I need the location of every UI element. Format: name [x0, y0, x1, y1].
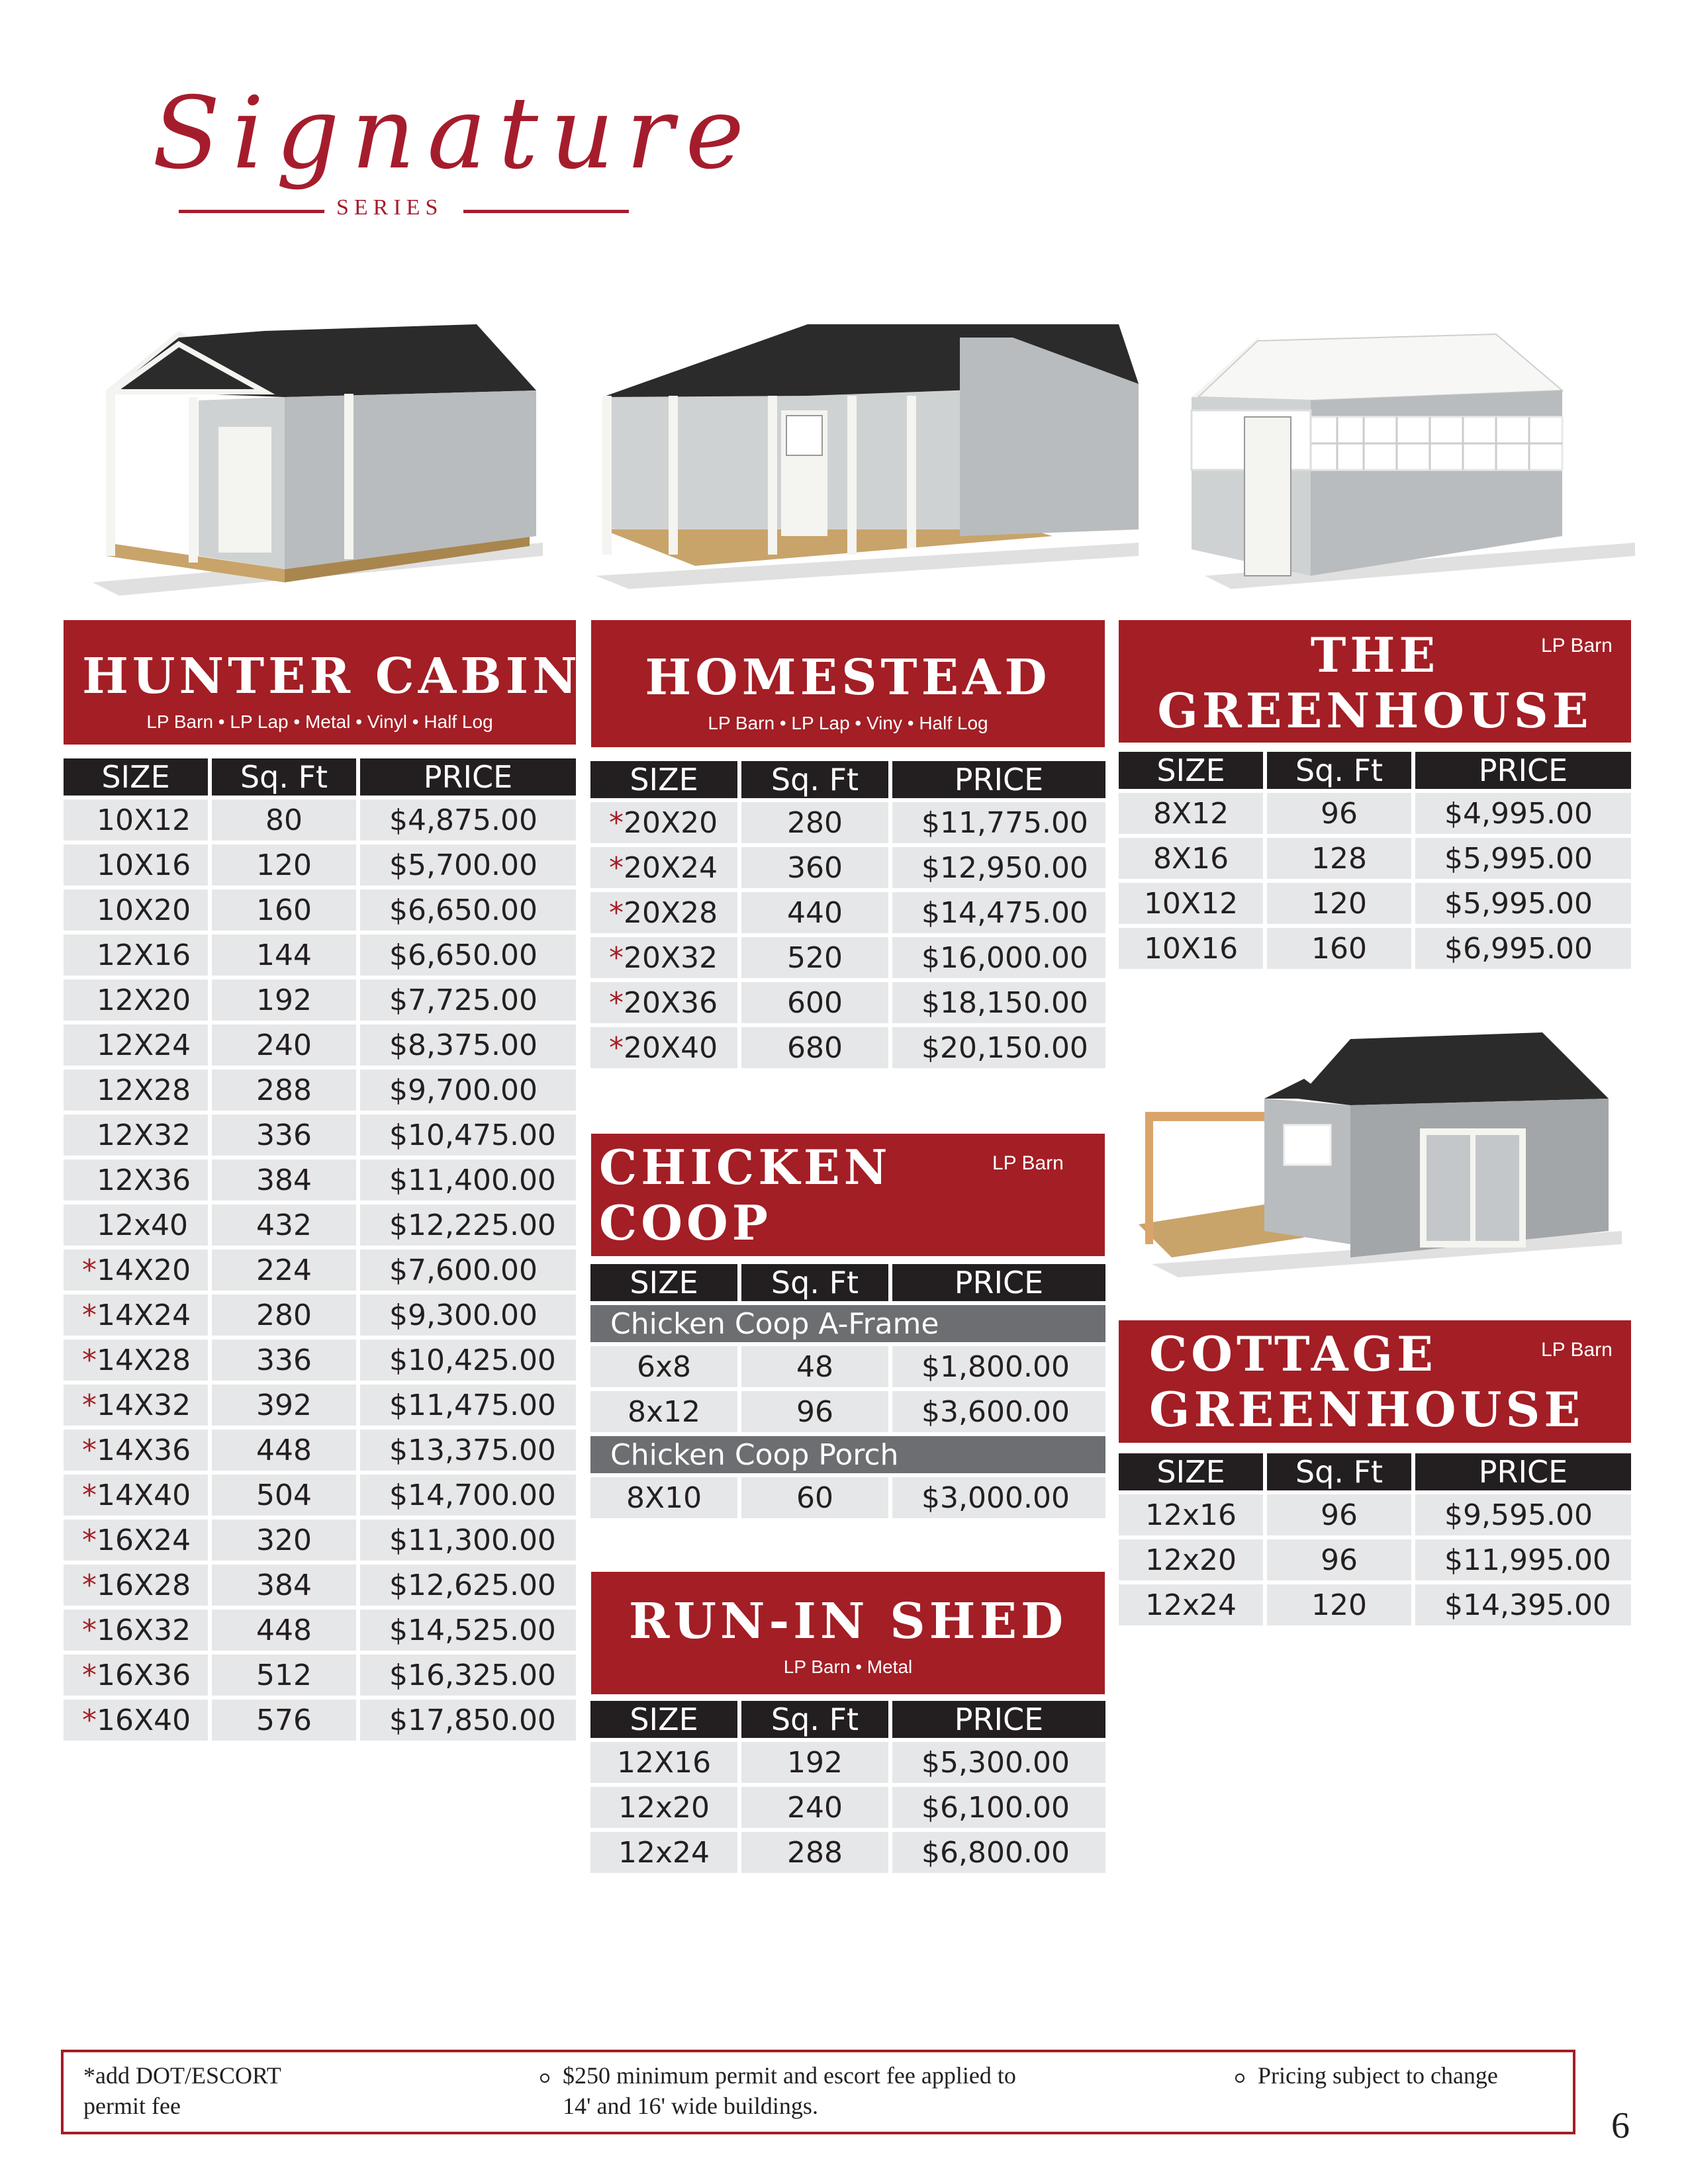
size-value: 14X28	[97, 1343, 191, 1377]
logo-rule-left	[179, 210, 324, 213]
table-row	[590, 1391, 1105, 1432]
size-cell	[64, 1160, 208, 1201]
table-row	[64, 1340, 576, 1381]
table-row	[1119, 793, 1631, 834]
size-cell	[64, 1205, 208, 1246]
sqft-header: Sq. Ft	[1267, 1453, 1411, 1490]
homestead-banner	[591, 620, 1105, 747]
group-label-a-frame: Chicken Coop A-Frame	[590, 1305, 1105, 1342]
price-cell: $4,875.00	[360, 799, 576, 841]
size-cell	[64, 979, 208, 1021]
size-value: 20X28	[624, 895, 718, 930]
table-row	[64, 889, 576, 931]
table-row	[64, 1700, 576, 1741]
table-row	[64, 934, 576, 976]
table-row	[64, 844, 576, 886]
sqft-cell: 440	[741, 892, 888, 933]
size-cell	[590, 982, 737, 1023]
size-cell	[64, 1430, 208, 1471]
size-cell	[64, 844, 208, 886]
greenhouse-price-table	[1115, 748, 1635, 973]
table-row	[590, 847, 1105, 888]
sqft-cell: 96	[1267, 793, 1411, 834]
table-row	[64, 799, 576, 841]
table-row	[1119, 1539, 1631, 1580]
price-cell: $9,595.00	[1415, 1494, 1631, 1535]
price-cell: $7,725.00	[360, 979, 576, 1021]
size-header: SIZE	[590, 1701, 737, 1738]
price-cell: $12,225.00	[360, 1205, 576, 1246]
sqft-cell: 240	[741, 1787, 888, 1828]
table-row	[64, 1160, 576, 1201]
size-cell	[590, 937, 737, 978]
chicken-coop-title-line2: COOP	[599, 1195, 772, 1251]
greenhouse-image	[1178, 324, 1635, 589]
sqft-cell: 224	[212, 1250, 356, 1291]
table-row	[590, 982, 1105, 1023]
table-row	[64, 979, 576, 1021]
size-cell: 12X16	[590, 1742, 737, 1783]
table-row	[590, 1346, 1105, 1387]
size-cell: 12x24	[590, 1832, 737, 1873]
size-cell: 12x20	[1119, 1539, 1263, 1580]
asterisk-marker: *	[82, 1523, 97, 1557]
footer-notes-box	[61, 2050, 1575, 2134]
cottage-greenhouse-price-table	[1115, 1449, 1635, 1629]
sqft-header: Sq. Ft	[212, 758, 356, 796]
price-cell: $5,700.00	[360, 844, 576, 886]
greenhouse-material-note: LP Barn	[1541, 635, 1613, 657]
dot-escort-note	[83, 2060, 281, 2121]
permit-fee-note-line2: 14' and 16' wide buildings.	[563, 2093, 818, 2119]
greenhouse-title-line2: GREENHOUSE	[1157, 682, 1593, 739]
price-cell: $10,475.00	[360, 1115, 576, 1156]
pricing-change-note-text: Pricing subject to change	[1258, 2062, 1498, 2089]
chicken-coop-banner	[591, 1134, 1105, 1256]
homestead-image	[589, 318, 1139, 589]
asterisk-marker: *	[609, 940, 624, 975]
size-value: 16X28	[97, 1568, 191, 1602]
price-cell: $11,775.00	[892, 802, 1105, 843]
sqft-cell: 600	[741, 982, 888, 1023]
price-cell: $14,395.00	[1415, 1584, 1631, 1625]
sqft-header: Sq. Ft	[741, 761, 888, 798]
size-value: 20X32	[624, 940, 718, 975]
sqft-cell: 96	[741, 1391, 888, 1432]
price-cell: $18,150.00	[892, 982, 1105, 1023]
asterisk-marker: *	[82, 1703, 97, 1737]
size-cell	[64, 1565, 208, 1606]
size-cell: 12x20	[590, 1787, 737, 1828]
size-header: SIZE	[590, 761, 737, 798]
sqft-cell: 192	[741, 1742, 888, 1783]
permit-fee-note	[540, 2060, 1016, 2121]
size-value: 14X24	[97, 1298, 191, 1332]
price-cell: $14,475.00	[892, 892, 1105, 933]
run-in-shed-banner	[591, 1572, 1105, 1694]
price-header: PRICE	[360, 758, 576, 796]
price-cell: $12,625.00	[360, 1565, 576, 1606]
sqft-cell: 680	[741, 1027, 888, 1068]
table-row	[64, 1024, 576, 1066]
sqft-cell: 448	[212, 1430, 356, 1471]
sqft-cell: 432	[212, 1205, 356, 1246]
bullet-icon	[1235, 2073, 1244, 2083]
price-cell: $6,650.00	[360, 934, 576, 976]
size-value: 16X40	[97, 1703, 191, 1737]
table-row	[64, 1520, 576, 1561]
table-row	[64, 1610, 576, 1651]
table-row	[1119, 928, 1631, 969]
size-value: 12X20	[97, 983, 191, 1017]
page-number: 6	[1611, 2105, 1630, 2146]
sqft-cell: 512	[212, 1655, 356, 1696]
table-row	[64, 1385, 576, 1426]
size-value: 16X24	[97, 1523, 191, 1557]
asterisk-marker: *	[82, 1478, 97, 1512]
sqft-cell: 160	[212, 889, 356, 931]
size-value: 12X24	[97, 1028, 191, 1062]
permit-fee-note-line1: $250 minimum permit and escort fee applied to	[563, 2062, 1016, 2089]
size-value: 12X28	[97, 1073, 191, 1107]
size-cell: 8x12	[590, 1391, 737, 1432]
cottage-greenhouse-banner	[1119, 1320, 1631, 1443]
run-in-shed-price-table	[586, 1697, 1109, 1877]
price-cell: $12,950.00	[892, 847, 1105, 888]
size-cell	[590, 892, 737, 933]
sqft-cell: 288	[212, 1069, 356, 1111]
size-value: 12X36	[97, 1163, 191, 1197]
sqft-cell: 280	[741, 802, 888, 843]
size-cell	[64, 1700, 208, 1741]
logo-script-text: Signature	[152, 76, 757, 191]
size-value: 14X32	[97, 1388, 191, 1422]
cottage-greenhouse-material-note: LP Barn	[1541, 1339, 1613, 1361]
table-row	[64, 1655, 576, 1696]
table-row	[1119, 1494, 1631, 1535]
table-row	[64, 1250, 576, 1291]
table-group-row	[590, 1305, 1105, 1342]
size-value: 20X20	[624, 805, 718, 840]
price-cell: $3,000.00	[892, 1477, 1105, 1518]
price-cell: $11,995.00	[1415, 1539, 1631, 1580]
size-value: 12X16	[97, 938, 191, 972]
sqft-cell: 120	[1267, 1584, 1411, 1625]
pricing-change-note	[1235, 2060, 1498, 2091]
homestead-price-table	[586, 757, 1109, 1072]
size-value: 14X20	[97, 1253, 191, 1287]
sqft-cell: 360	[741, 847, 888, 888]
size-cell	[64, 889, 208, 931]
table-row	[64, 1205, 576, 1246]
price-cell: $9,700.00	[360, 1069, 576, 1111]
dot-escort-note-line1: *add DOT/ESCORT	[83, 2062, 281, 2089]
sqft-cell: 60	[741, 1477, 888, 1518]
table-row	[590, 892, 1105, 933]
size-cell	[590, 847, 737, 888]
asterisk-marker: *	[82, 1298, 97, 1332]
size-cell: 10X12	[1119, 883, 1263, 924]
homestead-title: HOMESTEAD	[645, 649, 1051, 706]
size-header: SIZE	[1119, 1453, 1263, 1490]
size-cell	[64, 1024, 208, 1066]
table-row	[1119, 838, 1631, 879]
size-cell	[64, 1610, 208, 1651]
price-cell: $17,850.00	[360, 1700, 576, 1741]
dot-escort-note-line2: permit fee	[83, 2093, 181, 2119]
price-header: PRICE	[1415, 752, 1631, 789]
size-cell: 12x16	[1119, 1494, 1263, 1535]
price-header: PRICE	[1415, 1453, 1631, 1490]
asterisk-marker: *	[609, 895, 624, 930]
cottage-greenhouse-title-line2: GREENHOUSE	[1149, 1381, 1585, 1437]
table-row	[590, 1787, 1105, 1828]
price-cell: $10,425.00	[360, 1340, 576, 1381]
hunter-cabin-price-table	[60, 754, 580, 1745]
price-cell: $11,400.00	[360, 1160, 576, 1201]
size-value: 16X36	[97, 1658, 191, 1692]
size-value: 10X20	[97, 893, 191, 927]
asterisk-marker: *	[609, 1030, 624, 1065]
price-cell: $6,100.00	[892, 1787, 1105, 1828]
table-row	[590, 1477, 1105, 1518]
price-cell: $14,700.00	[360, 1475, 576, 1516]
sqft-cell: 80	[212, 799, 356, 841]
sqft-cell: 504	[212, 1475, 356, 1516]
logo-rule-right	[463, 210, 629, 213]
size-header: SIZE	[1119, 752, 1263, 789]
bullet-icon	[540, 2073, 549, 2083]
price-header: PRICE	[892, 1264, 1105, 1301]
table-row	[590, 1832, 1105, 1873]
table-row	[590, 1027, 1105, 1068]
table-row	[590, 937, 1105, 978]
price-cell: $13,375.00	[360, 1430, 576, 1471]
hunter-cabin-image	[66, 318, 543, 596]
size-cell	[64, 799, 208, 841]
size-value: 10X12	[97, 803, 191, 837]
size-header: SIZE	[64, 758, 208, 796]
price-cell: $8,375.00	[360, 1024, 576, 1066]
price-cell: $7,600.00	[360, 1250, 576, 1291]
sqft-cell: 120	[1267, 883, 1411, 924]
table-row	[590, 1742, 1105, 1783]
sqft-cell: 280	[212, 1295, 356, 1336]
size-cell: 8X12	[1119, 793, 1263, 834]
size-value: 14X40	[97, 1478, 191, 1512]
greenhouse-title-line1: THE	[1310, 627, 1440, 683]
size-value: 12X32	[97, 1118, 191, 1152]
size-header: SIZE	[590, 1264, 737, 1301]
size-value: 20X36	[624, 985, 718, 1020]
asterisk-marker: *	[82, 1658, 97, 1692]
run-in-shed-subtitle: LP Barn • Metal	[783, 1657, 913, 1677]
table-row	[1119, 883, 1631, 924]
price-cell: $1,800.00	[892, 1346, 1105, 1387]
size-cell	[64, 1340, 208, 1381]
table-row	[590, 802, 1105, 843]
size-cell	[590, 1027, 737, 1068]
table-row	[64, 1069, 576, 1111]
size-cell	[64, 934, 208, 976]
cottage-greenhouse-title-line1: COTTAGE	[1149, 1326, 1437, 1382]
sqft-header: Sq. Ft	[741, 1264, 888, 1301]
size-cell	[64, 1520, 208, 1561]
chicken-coop-material-note: LP Barn	[992, 1152, 1064, 1174]
price-cell: $20,150.00	[892, 1027, 1105, 1068]
sqft-cell: 160	[1267, 928, 1411, 969]
run-in-shed-title: RUN-IN SHED	[628, 1593, 1068, 1650]
sqft-cell: 336	[212, 1340, 356, 1381]
price-cell: $4,995.00	[1415, 793, 1631, 834]
size-cell	[64, 1250, 208, 1291]
asterisk-marker: *	[609, 850, 624, 885]
homestead-subtitle: LP Barn • LP Lap • Viny • Half Log	[708, 713, 988, 733]
size-cell	[64, 1295, 208, 1336]
sqft-cell: 320	[212, 1520, 356, 1561]
sqft-cell: 120	[212, 844, 356, 886]
logo-series-text: SERIES	[336, 195, 444, 220]
size-value: 20X24	[624, 850, 718, 885]
size-cell: 6x8	[590, 1346, 737, 1387]
table-group-row	[590, 1436, 1105, 1473]
table-row	[64, 1475, 576, 1516]
size-cell	[590, 802, 737, 843]
sqft-cell: 48	[741, 1346, 888, 1387]
size-cell: 8X16	[1119, 838, 1263, 879]
price-cell: $6,800.00	[892, 1832, 1105, 1873]
asterisk-marker: *	[82, 1613, 97, 1647]
size-cell: 10X16	[1119, 928, 1263, 969]
price-cell: $6,650.00	[360, 889, 576, 931]
size-value: 16X32	[97, 1613, 191, 1647]
price-cell: $5,995.00	[1415, 838, 1631, 879]
size-value: 12x40	[97, 1208, 189, 1242]
hunter-cabin-banner	[64, 620, 581, 745]
table-row	[64, 1430, 576, 1471]
chicken-coop-price-table	[586, 1260, 1109, 1522]
size-cell: 12x24	[1119, 1584, 1263, 1625]
price-cell: $14,525.00	[360, 1610, 576, 1651]
table-row	[64, 1295, 576, 1336]
price-cell: $3,600.00	[892, 1391, 1105, 1432]
sqft-cell: 96	[1267, 1539, 1411, 1580]
price-cell: $16,000.00	[892, 937, 1105, 978]
sqft-header: Sq. Ft	[741, 1701, 888, 1738]
price-cell: $9,300.00	[360, 1295, 576, 1336]
sqft-cell: 448	[212, 1610, 356, 1651]
hunter-cabin-title: HUNTER CABIN	[82, 648, 581, 705]
asterisk-marker: *	[82, 1568, 97, 1602]
price-cell: $6,995.00	[1415, 928, 1631, 969]
asterisk-marker: *	[82, 1388, 97, 1422]
size-cell	[64, 1385, 208, 1426]
hunter-cabin-subtitle: LP Barn • LP Lap • Metal • Vinyl • Half Log	[146, 711, 493, 732]
sqft-cell: 520	[741, 937, 888, 978]
price-header: PRICE	[892, 761, 1105, 798]
asterisk-marker: *	[82, 1433, 97, 1467]
size-cell	[64, 1069, 208, 1111]
asterisk-marker: *	[82, 1343, 97, 1377]
asterisk-marker: *	[609, 985, 624, 1020]
size-cell	[64, 1115, 208, 1156]
sqft-cell: 288	[741, 1832, 888, 1873]
price-cell: $5,995.00	[1415, 883, 1631, 924]
price-header: PRICE	[892, 1701, 1105, 1738]
table-row	[64, 1115, 576, 1156]
sqft-cell: 576	[212, 1700, 356, 1741]
price-cell: $11,475.00	[360, 1385, 576, 1426]
price-cell: $11,300.00	[360, 1520, 576, 1561]
size-value: 10X16	[97, 848, 191, 882]
asterisk-marker: *	[609, 805, 624, 840]
size-cell: 8X10	[590, 1477, 737, 1518]
asterisk-marker: *	[82, 1253, 97, 1287]
sqft-cell: 240	[212, 1024, 356, 1066]
size-value: 20X40	[624, 1030, 718, 1065]
sqft-cell: 96	[1267, 1494, 1411, 1535]
sqft-cell: 392	[212, 1385, 356, 1426]
size-value: 14X36	[97, 1433, 191, 1467]
signature-series-logo	[152, 63, 757, 235]
size-cell	[64, 1655, 208, 1696]
sqft-cell: 144	[212, 934, 356, 976]
cottage-greenhouse-image	[1132, 1026, 1622, 1277]
sqft-cell: 336	[212, 1115, 356, 1156]
price-cell: $16,325.00	[360, 1655, 576, 1696]
group-label-porch: Chicken Coop Porch	[590, 1436, 1105, 1473]
sqft-cell: 128	[1267, 838, 1411, 879]
chicken-coop-title-line1: CHICKEN	[599, 1139, 892, 1195]
size-cell	[64, 1475, 208, 1516]
price-cell: $5,300.00	[892, 1742, 1105, 1783]
sqft-cell: 384	[212, 1160, 356, 1201]
sqft-cell: 384	[212, 1565, 356, 1606]
table-row	[1119, 1584, 1631, 1625]
greenhouse-banner	[1119, 620, 1631, 743]
sqft-cell: 192	[212, 979, 356, 1021]
sqft-header: Sq. Ft	[1267, 752, 1411, 789]
table-row	[64, 1565, 576, 1606]
